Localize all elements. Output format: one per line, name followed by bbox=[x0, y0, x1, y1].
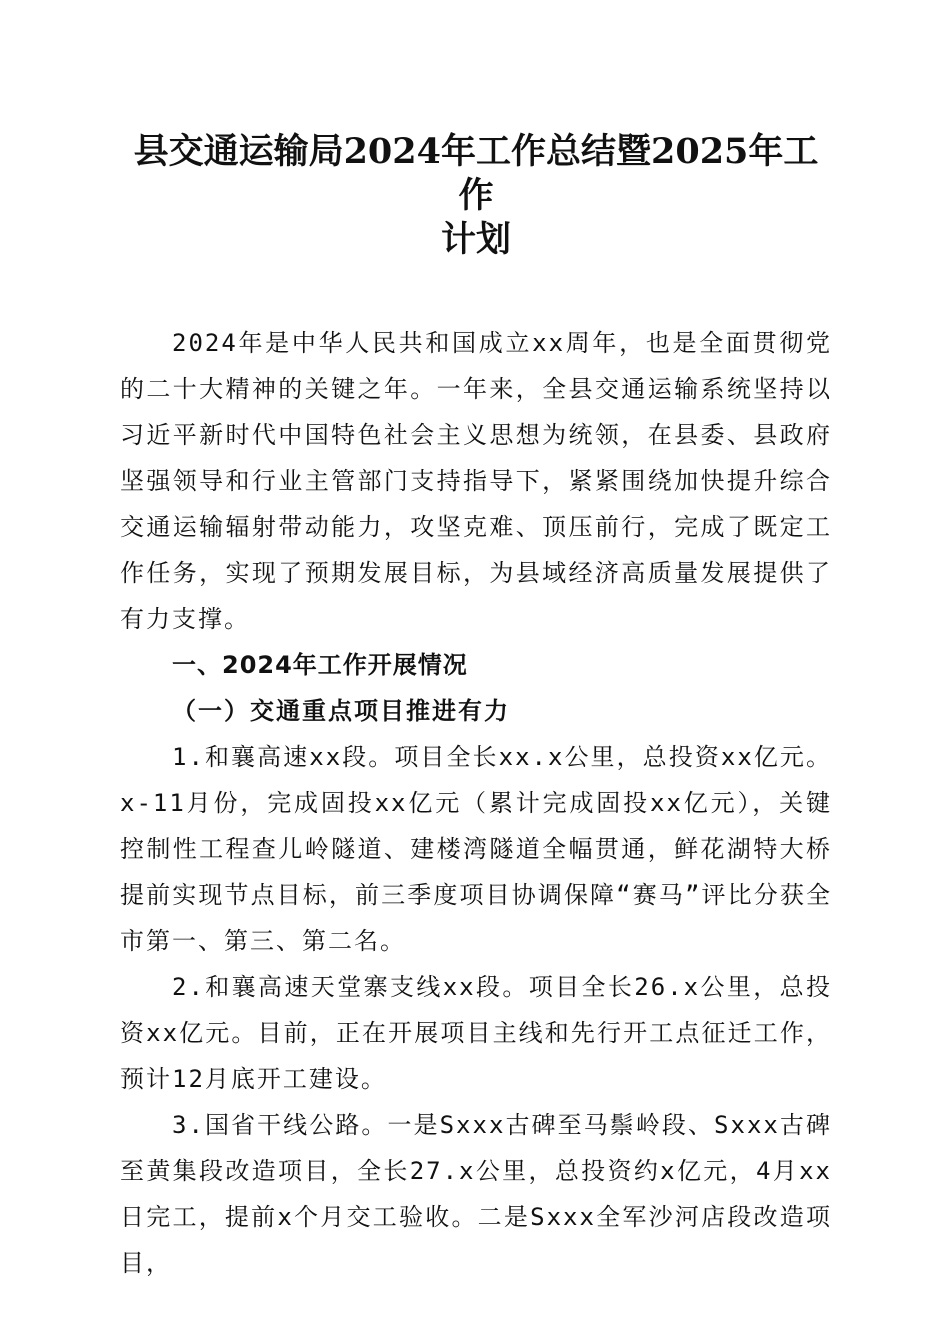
title-line-2: 计划 bbox=[440, 219, 511, 260]
document-title bbox=[120, 130, 832, 262]
document-page bbox=[120, 130, 832, 1286]
document-body bbox=[120, 320, 832, 1286]
subsection-heading: （一）交通重点项目推进有力 bbox=[172, 697, 510, 725]
title-line-1: 县交通运输局2024年工作总结暨2025年工作 bbox=[133, 131, 819, 216]
item-paragraph-2: 2.和襄高速天堂寨支线xx段。项目全长26.x公里，总投资xx亿元。目前，正在开展项目主线和先行开工点征迁工作，预计12月底开工建设。 bbox=[120, 973, 832, 1093]
intro-paragraph: 2024年是中华人民共和国成立xx周年，也是全面贯彻党的二十大精神的关键之年。一年来，全县交通运输系统坚持以习近平新时代中国特色社会主义思想为统领，在县委、县政府坚强领导和行业主管部门支持指导下，紧紧围绕加快提升综合交通运输辐射带动能力，攻坚克难、顶压前行，完成了既定工作任务，实现了预期发展目标，为县域经济高质量发展提供了有力支撑。 bbox=[120, 329, 832, 633]
item-paragraph-3: 3.国省干线公路。一是Sxxx古碑至马鬃岭段、Sxxx古碑至黄集段改造项目，全长27.x公里，总投资约x亿元，4月xx日完工，提前x个月交工验收。二是Sxxx全军沙河店段改造项目， bbox=[120, 1111, 832, 1277]
item-paragraph-1: 1.和襄高速xx段。项目全长xx.x公里，总投资xx亿元。x-11月份，完成固投xx亿元（累计完成固投xx亿元），关键控制性工程查儿岭隧道、建楼湾隧道全幅贯通，鲜花湖特大桥提前实现节点目标，前三季度项目协调保障“赛马”评比分获全市第一、第三、第二名。 bbox=[120, 743, 832, 955]
section-heading: 一、2024年工作开展情况 bbox=[172, 651, 468, 679]
